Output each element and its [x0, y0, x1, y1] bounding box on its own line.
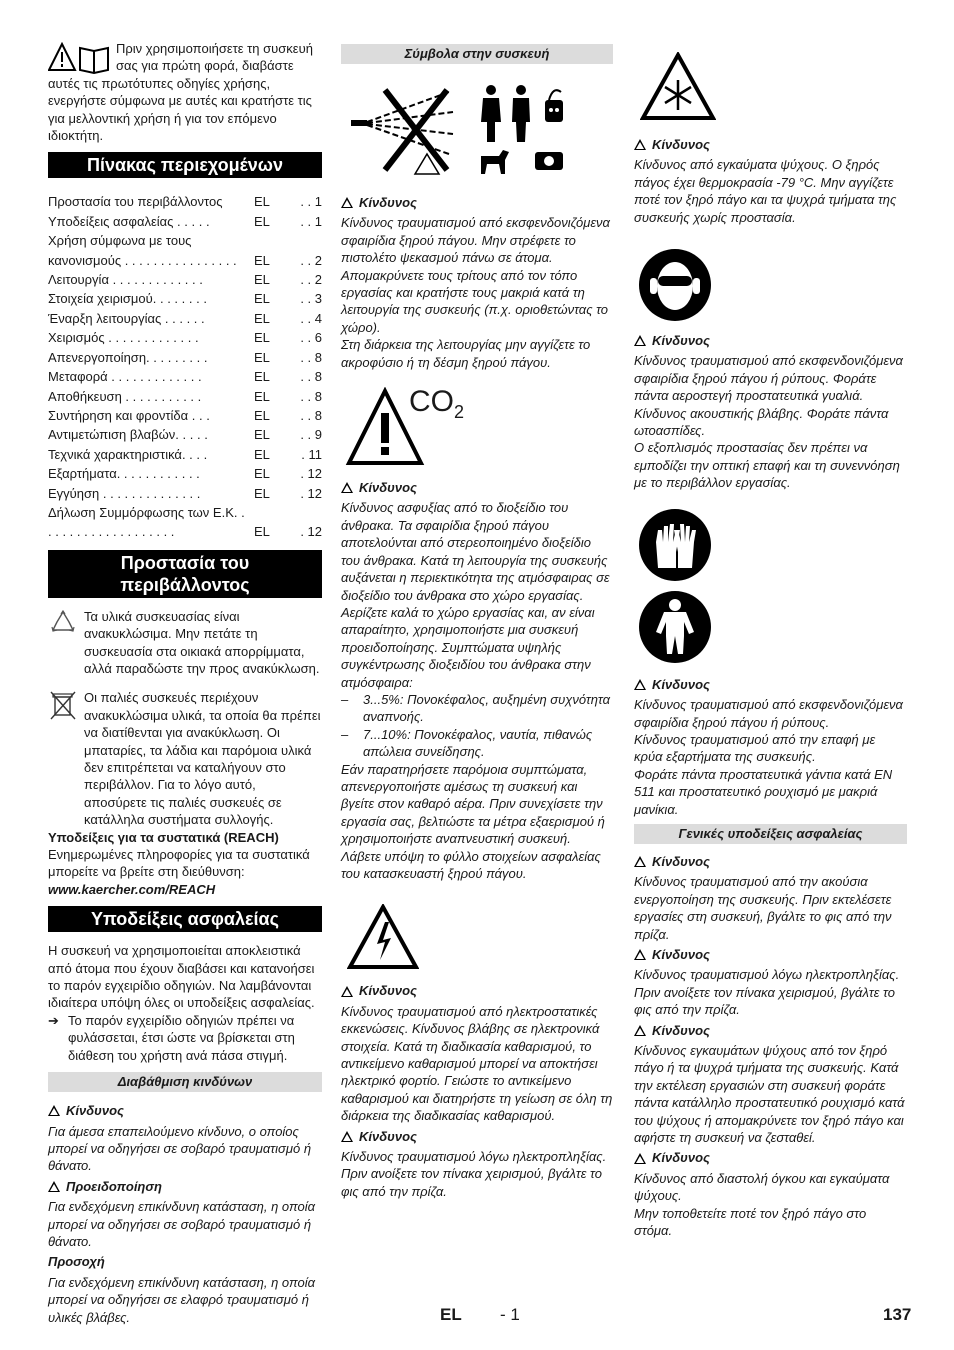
- goggles-ear-protection-icon: [638, 248, 712, 322]
- warning-heading: [48, 1178, 322, 1195]
- reach-text: Ενημερωμένες πληροφορίες για τα συστατικά μπορείτε να βρείτε στη διεύθυνση:: [48, 847, 310, 880]
- env-disposal-row: [48, 689, 322, 828]
- toc-title: Πίνακας περιεχομένων: [48, 152, 322, 178]
- warning-triangle-icon: [634, 949, 646, 960]
- toc-label: Μεταφορά . . . . . . . . . . . . .: [48, 369, 202, 385]
- warning-triangle-icon: [634, 1153, 646, 1164]
- toc-page: . . 1: [300, 213, 322, 229]
- caution-label: Προσοχή: [48, 1254, 105, 1270]
- danger-label: Κίνδυνος: [652, 137, 710, 152]
- toc-lang: EL: [254, 388, 270, 404]
- toc-lang: EL: [254, 213, 270, 229]
- danger-label: Κίνδυνος: [66, 1103, 124, 1119]
- levels-title: Διαβάθμιση κινδύνων: [48, 1072, 322, 1092]
- column-middle: [341, 44, 613, 1200]
- toc-lang: EL: [254, 330, 270, 346]
- no-spraying-people-icon: [349, 82, 565, 178]
- danger-label: Κίνδυνος: [359, 1128, 417, 1144]
- toc-label: Δήλωση Συμμόρφωσης των Ε.Κ. . . . . . . . . . . . . . . . . . . .: [48, 504, 245, 540]
- toc-row[interactable]: [48, 425, 322, 444]
- symbol-2-dash-1: – 3...5%: Πονοκέφαλος, αυξημένη συχνότητα αναπνοής.: [341, 691, 613, 726]
- danger-label: Κίνδυνος: [652, 946, 710, 962]
- general-2-heading: [634, 946, 907, 963]
- toc-label: Στοιχεία χειρισμού. . . . . . . .: [48, 291, 207, 307]
- toc-row[interactable]: [48, 464, 322, 483]
- warning-triangle-icon: [341, 197, 353, 208]
- symbol-1-text-2: Στη διάρκεια της λειτουργίας μην αγγίζετε το ακροφύσιο ή τη δέσμη ξηρού πάγου.: [341, 337, 591, 370]
- warning-triangle-icon: [634, 856, 646, 867]
- intro-block: [48, 40, 322, 144]
- toc-label: Απενεργοποίηση. . . . . . . . .: [48, 349, 208, 365]
- toc-page: . . 2: [300, 272, 322, 288]
- safety-intro: Η συσκευή να χρησιμοποιείται αποκλειστικά από άτομα που έχουν διαβάσει και κατανοήσει το παρόν εγχειρίδιο οδηγιών. Να λαμβάνονται ιδιαίτερα υπόψη όλες οι υποδείξεις ασφαλείας.: [48, 943, 315, 1011]
- col3-text-2b: Κίνδυνος ακουστικής βλάβης. Φοράτε πάντα ωτοασπίδες.: [634, 405, 889, 439]
- env-disposal-text: Οι παλιές συσκευές περιέχουν ανακυκλώσιμα υλικά, τα οποία θα πρέπει να διατίθενται για ανακύκλωση. Οι μπαταρίες, τα λάδια και παρόμοια υλικά δεν επιτρέπεται να καταλήγουν στο περιβάλλον. Για το λόγο αυτό, αποσύρετε τις παλιές συσκευές σε κατάλληλα συστήματα συλλογής.: [84, 690, 321, 828]
- gloves-icon: [638, 508, 712, 582]
- general-text-4a: Κίνδυνος από διαστολή όγκου και εγκαύματα ψύχους.: [634, 1170, 890, 1204]
- toc-row[interactable]: [48, 367, 322, 386]
- toc-page: . . 8: [300, 407, 322, 423]
- toc-page: . . 8: [300, 369, 322, 385]
- toc-row[interactable]: [48, 406, 322, 425]
- toc-page: . . 9: [300, 427, 322, 443]
- toc-page: . 12: [300, 485, 322, 501]
- caution-text: Για ενδεχόμενη επικίνδυνη κατάσταση, η οποία μπορεί να οδηγήσει σε ελαφρό τραυματισμό ή υλικές βλάβες.: [48, 1274, 316, 1325]
- toc-label: Λειτουργία . . . . . . . . . . . . .: [48, 272, 203, 288]
- col3-danger-3-heading: [634, 676, 907, 693]
- electricity-warning-icon: [347, 904, 419, 970]
- symbol-4-heading: [341, 1128, 613, 1145]
- symbol-3-text: Κίνδυνος τραυματισμού από ηλεκτροστατικές εκκενώσεις. Κίνδυνος βλάβης σε ηλεκτρονικά στοιχεία. Κατά τη διαδικασία καθαρισμού, το αντικείμενο καθαρισμού μπορεί να αποκτήσει ηλεκτρικό φορτίο. Γειώστε το αντικείμενο καθαρισμού και διατηρήστε τη γείωση σε όλη τη διάρκεια της διαδικασίας καθαρισμού.: [341, 1003, 613, 1124]
- toc-lang: EL: [254, 407, 270, 423]
- warning-triangle-icon: [634, 335, 646, 346]
- toc-page: . . 1: [300, 194, 322, 210]
- toc-row[interactable]: [48, 192, 322, 211]
- warning-label: Προειδοποίηση: [66, 1178, 162, 1194]
- toc-lang: EL: [254, 369, 270, 385]
- warning-triangle-icon: [341, 1131, 353, 1142]
- general-4-heading: [634, 1149, 907, 1166]
- danger-label: Κίνδυνος: [359, 983, 417, 999]
- toc-table: [48, 192, 322, 541]
- symbol-2-text-3: Λάβετε υπόψη το φύλλο στοιχείων ασφαλείας του κατασκευαστή ξηρού πάγου.: [341, 848, 601, 881]
- general-text-3: Κίνδυνος εγκαυμάτων ψύχους από τον ξηρό πάγο ή τα ψυχρά τμήματα της συσκευής. Κατά την εκτέλεση εργασιών στη συσκευή φοράτε πάντα κατάλληλο προστατευτικό ρουχισμό κατά του ψύχους ή απομακρύνετε τον ξηρό πάγο και αφήστε τη συσκευή να ζεσταθεί.: [634, 1043, 905, 1146]
- general-1-heading: [634, 853, 907, 870]
- toc-page: . . 8: [300, 388, 322, 404]
- col3-text-2a: Κίνδυνος τραυματισμού από εκσφενδονιζόμενα σφαιρίδια ξηρού πάγου ή ρύπους. Φοράτε πάντα αεροστεγή προστατευτικά γυαλιά.: [634, 353, 903, 404]
- toc-row[interactable]: [48, 270, 322, 289]
- col3-text-3b: Κίνδυνος τραυματισμού από την επαφή με κρύα εξαρτήματα της συσκευής.: [634, 731, 876, 765]
- col3-text-3a: Κίνδυνος τραυματισμού από εκσφενδονιζόμενα σφαιρίδια ξηρού πάγου ή ρύπους.: [634, 697, 903, 730]
- toc-row[interactable]: [48, 212, 322, 231]
- toc-page: . 12: [300, 524, 322, 540]
- env-recycle-text: Τα υλικά συσκευασίας είναι ανακυκλώσιμα. Μην πετάτε τη συσκευασία στα οικιακά απορρίμματα, αλλά παραδώστε την προς ανακύκλωση.: [84, 608, 320, 676]
- col3-text-3c: Φοράτε πάντα προστατευτικά γάντια κατά EN 511 και προστατευτικό ρουχισμό με μακριά μανίκια.: [634, 766, 893, 817]
- safety-arrow-item: [48, 1012, 322, 1064]
- symbol-2-heading: [341, 479, 613, 496]
- toc-label: Αποθήκευση . . . . . . . . . . .: [48, 388, 202, 404]
- warning-triangle-icon: [48, 1181, 60, 1192]
- warning-triangle-icon: [48, 1105, 60, 1116]
- recycle-icon: [48, 608, 78, 638]
- general-3-heading: [634, 1022, 907, 1039]
- toc-page: . 11: [301, 446, 322, 462]
- toc-row[interactable]: [48, 445, 322, 464]
- toc-row[interactable]: [48, 348, 322, 367]
- env-recycle-row: [48, 608, 322, 678]
- warning-triangle-icon: [341, 482, 353, 493]
- toc-page: . . 8: [300, 349, 322, 365]
- toc-label: Έναρξη λειτουργίας . . . . . .: [48, 310, 205, 326]
- warning-text: Για ενδεχόμενη επικίνδυνη κατάσταση, η οποία μπορεί να οδηγήσει σε σοβαρό τραυματισμό ή θάνατο.: [48, 1199, 316, 1249]
- danger-label: Κίνδυνος: [359, 480, 417, 496]
- dash-text: 7...10%: Πονοκέφαλος, ναυτία, πιθανώς απώλεια συνείδησης.: [363, 726, 593, 760]
- danger-label: Κίνδυνος: [652, 1022, 710, 1038]
- column-left: [48, 40, 322, 1326]
- footer-page-number: 137: [883, 1305, 912, 1324]
- warning-triangle-icon: [634, 679, 646, 690]
- arrow-icon: ➔: [48, 1012, 59, 1028]
- symbol-3-heading: [341, 982, 613, 999]
- toc-page: . 12: [300, 466, 322, 482]
- env-title: Προστασία του περιβάλλοντος: [48, 550, 322, 598]
- toc-lang: EL: [254, 272, 270, 288]
- footer-page-marker: - 1: [500, 1305, 520, 1324]
- toc-row[interactable]: [48, 328, 322, 347]
- co2-label: $CO_2$: [409, 385, 465, 423]
- crossed-bin-icon: [48, 689, 78, 723]
- danger-label: Κίνδυνος: [652, 676, 710, 692]
- toc-page: . . 6: [300, 330, 322, 346]
- danger-text: Για άμεσα επαπειλούμενο κίνδυνο, ο οποίος μπορεί να οδηγήσει σε σοβαρό τραυματισμό ή θάνατο.: [48, 1123, 312, 1174]
- symbols-title: Σύμβολα στην συσκευή: [341, 44, 613, 64]
- toc-lang: EL: [254, 252, 270, 268]
- toc-page: . . 3: [300, 291, 322, 307]
- toc-lang: EL: [254, 427, 270, 443]
- protective-suit-icon: [638, 590, 712, 664]
- safety-arrow-text: Το παρόν εγχειρίδιο οδηγιών πρέπει να φυλάσσεται, έτσι ώστε να βρίσκεται στη διάθεση του χρήστη ανά πάσα στιγμή.: [68, 1012, 295, 1063]
- toc-label: Χρήση σύμφωνα με τους κανονισμούς . . . . . . . . . . . . . . . .: [48, 233, 237, 268]
- col3-text-1: Κίνδυνος από εγκαύματα ψύχους. Ο ξηρός πάγος έχει θερμοκρασία -79 °C. Μην αγγίζετε ποτέ τον ξηρό πάγο και τα ψυχρά τμήματα της συσκευής χωρίς προστασία.: [634, 157, 897, 225]
- frost-warning-icon: [640, 52, 716, 122]
- col3-danger-1-heading: [634, 136, 907, 153]
- reach-url[interactable]: www.kaercher.com/REACH: [48, 881, 216, 897]
- toc-row[interactable]: [48, 484, 322, 503]
- toc-label: Αντιμετώπιση βλαβών. . . . .: [48, 427, 208, 443]
- symbol-1-text: Κίνδυνος τραυματισμού από εκσφενδονιζόμενα σφαιρίδια ξηρού πάγου. Μην στρέφετε το πιστολέτο ψεκασμού πάνω σε άτομα. Απομακρύνετε τους τρίτους από τον τόπο εργασίας και κρατήστε τους μακριά κατά τη λειτουργία της συσκευής (π.χ. οριοθετώντας το χώρο).: [341, 215, 610, 335]
- co2-warning-sign: [341, 385, 613, 471]
- reach-title: Υποδείξεις για τα συστατικά (REACH): [48, 829, 279, 845]
- warning-triangle-icon: [634, 139, 646, 150]
- danger-label: Κίνδυνος: [652, 853, 710, 869]
- toc-row[interactable]: [48, 503, 322, 542]
- general-safety-title: Γενικές υποδείξεις ασφαλείας: [634, 824, 907, 844]
- intro-text: Πριν χρησιμοποιήσετε τη συσκευή σας για πρώτη φορά, διαβάστε αυτές τις πρωτότυπες οδηγίες χρήσης, ενεργήστε σύμφωνα με αυτές και κρατήστε τις για μελλοντική χρήση ή για τον επόμενο ιδιοκτήτη.: [48, 41, 313, 144]
- danger-label: Κίνδυνος: [652, 1150, 710, 1166]
- symbol-2-text-2: Εάν παρατηρήσετε παρόμοια συμπτώματα, απενεργοποιήστε αμέσως τη συσκευή και βγείτε στον καθαρό αέρα. Πριν συνεχίσετε την εργασία σας, βελτιώστε τα μέτρα εξαερισμού ή χρησιμοποιήστε αναπνευστική συσκευή.: [341, 761, 605, 847]
- toc-label: Προστασία του περιβάλλοντος: [48, 194, 223, 210]
- col3-text-2c: Ο εξοπλισμός προστασίας δεν πρέπει να εμποδίζει την οπτική επαφή και τη συνεννόηση με το περιβάλλον εργασίας.: [634, 440, 900, 491]
- warning-triangle-icon: [634, 1025, 646, 1036]
- toc-label: Εγγύηση . . . . . . . . . . . . . .: [48, 485, 201, 501]
- danger-heading: [48, 1102, 322, 1119]
- toc-label: Εξαρτήματα. . . . . . . . . . . .: [48, 466, 200, 482]
- general-text-1: Κίνδυνος τραυματισμού από την ακούσια ενεργοποίηση της συσκευής. Πριν εκτελέσετε εργασίες στη συσκευή, βγάλτε το φις από την πρίζα.: [634, 874, 892, 942]
- toc-row[interactable]: [48, 309, 322, 328]
- toc-lang: EL: [254, 291, 270, 307]
- toc-row[interactable]: [48, 387, 322, 406]
- toc-label: Χειρισμός . . . . . . . . . . . . .: [48, 330, 199, 346]
- toc-lang: EL: [254, 310, 270, 326]
- symbol-1-heading: [341, 194, 613, 211]
- footer-lang: EL: [440, 1305, 462, 1324]
- symbol-2-text: Κίνδυνος ασφυξίας από το διοξείδιο του άνθρακα. Τα σφαιρίδια ξηρού πάγου αποτελούνται από στερεοποιημένο διοξείδιο του άνθρακα. Κατά τη λειτουργία της συσκευής αυξάνεται η περιεκτικότητα της ατμόσφαιρας σε διοξείδιο του άνθρακα στο χώρο εργασίας. Αερίζετε καλά το χώρο εργασίας και, αν είναι απαραίτητο, χρησιμοποιήστε μια συσκευή προειδοποίησης. Συμπτώματα υψηλής συγκέντρωσης διοξειδίου του άνθρακα στην ατμόσφαιρα:: [341, 500, 610, 690]
- toc-lang: EL: [254, 349, 270, 365]
- safety-title: Υποδείξεις ασφαλείας: [48, 906, 322, 932]
- toc-lang: EL: [254, 466, 270, 482]
- toc-row[interactable]: [48, 289, 322, 308]
- general-text-4b: Μην τοποθετείτε ποτέ τον ξηρό πάγο στο στόμα.: [634, 1205, 867, 1239]
- warning-read-manual-icon: [48, 42, 110, 74]
- toc-label: Τεχνικά χαρακτηριστικά. . . .: [48, 446, 208, 462]
- toc-row[interactable]: [48, 231, 322, 270]
- general-text-2: Κίνδυνος τραυματισμού λόγω ηλεκτροπληξίας. Πριν ανοίξετε τον πίνακα χειρισμού, βγάλτε το φις από την πρίζα.: [634, 967, 900, 1018]
- symbol-2-dash-2: – 7...10%: Πονοκέφαλος, ναυτία, πιθανώς απώλεια συνείδησης.: [341, 726, 613, 761]
- col3-danger-2-heading: [634, 332, 907, 349]
- toc-page: . . 2: [300, 252, 322, 268]
- toc-lang: EL: [254, 524, 270, 540]
- danger-label: Κίνδυνος: [652, 333, 710, 349]
- symbol-4-text: Κίνδυνος τραυματισμού λόγω ηλεκτροπληξίας. Πριν ανοίξετε τον πίνακα χειρισμού, βγάλτε το φις από την πρίζα.: [341, 1149, 607, 1199]
- toc-lang: EL: [254, 446, 270, 462]
- toc-label: Συντήρηση και φροντίδα . . .: [48, 407, 210, 423]
- toc-lang: EL: [254, 485, 270, 501]
- toc-label: Υποδείξεις ασφαλείας . . . . .: [48, 213, 210, 229]
- toc-page: . . 4: [300, 310, 322, 326]
- column-right: [634, 40, 907, 1239]
- toc-lang: EL: [254, 194, 270, 210]
- danger-label: Κίνδυνος: [359, 195, 417, 210]
- dash-text: 3...5%: Πονοκέφαλος, αυξημένη συχνότητα αναπνοής.: [363, 691, 611, 725]
- warning-triangle-icon: [341, 986, 353, 997]
